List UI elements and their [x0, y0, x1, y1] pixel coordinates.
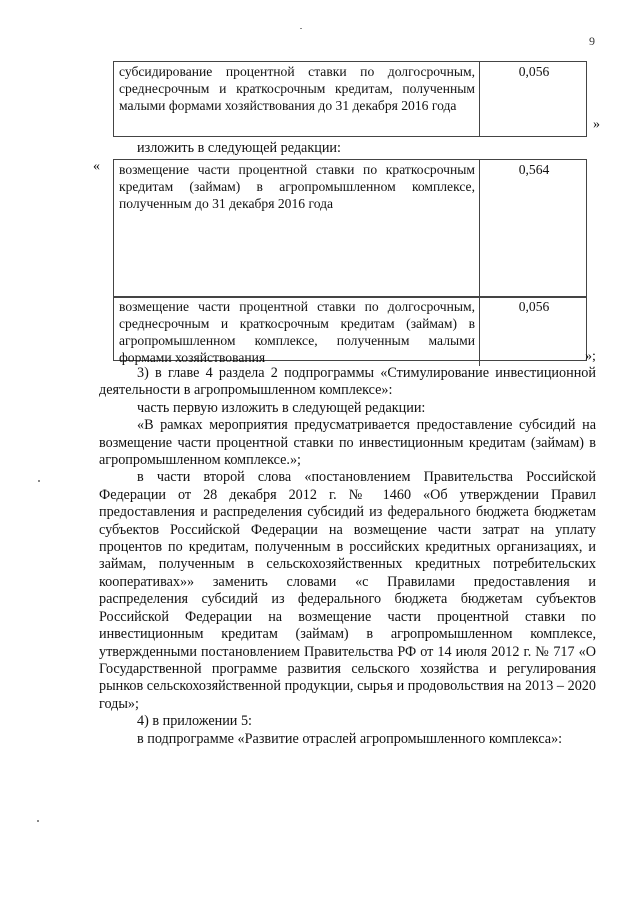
close-quote-1: »	[593, 117, 600, 132]
table-row-2	[113, 159, 587, 298]
table-row-1-value: 0,056	[518, 64, 550, 79]
paragraph-4: 4) в приложении 5:	[137, 713, 252, 730]
scan-speck	[38, 480, 40, 482]
table-row-2-description: возмещение части процентной ставки по краткосрочным кредитам (займам) в агропромышленном комплексе, полученным до 31 декабря 2016 года	[114, 160, 480, 297]
paragraph-part-one: часть первую изложить в следующей редакции:	[137, 399, 426, 416]
table-row-3-description: возмещение части процентной ставки по долгосрочным, среднесрочным и краткосрочным кредитам (займам) в агропромышленном комплексе, полученным малыми формами хозяйствования	[114, 297, 480, 366]
intro-text	[99, 140, 596, 157]
page-number: 9	[589, 34, 595, 48]
table-row-1	[113, 61, 587, 137]
paragraph-quote: «В рамках мероприятия предусматривается предоставление субсидий на возмещение части процентной ставки по инвестиционным кредитам (займам) в агропромышленном комплексе.»;	[99, 417, 596, 469]
scan-speck	[37, 820, 39, 822]
table-row-2-value: 0,564	[518, 162, 550, 177]
table-row-3-value: 0,056	[518, 299, 550, 314]
table-row-1-description: субсидирование процентной ставки по долгосрочным, среднесрочным и краткосрочным кредитам, полученным малыми формами хозяйствования до 31 декабря 2016 года	[114, 62, 480, 136]
paragraph-3: 3) в главе 4 раздела 2 подпрограммы «Стимулирование инвестиционной деятельности в агропромышленном комплексе»:	[99, 365, 596, 399]
open-quote: «	[93, 159, 100, 174]
paragraph-subprogram: в подпрограмме «Развитие отраслей агропромышленного комплекса»:	[137, 730, 563, 747]
body-text	[99, 365, 596, 748]
scan-speck	[300, 28, 302, 29]
close-quote-2: »;	[585, 349, 596, 364]
paragraph-part-two: в части второй слова «постановлением Правительства Российской Федерации от 28 декабря 2012 г. № 1460 «Об утверждении Правил предоставления и распределения субсидий из федерального бюджета бюджетам субъектов Российской Федерации на возмещение части затрат на уплату процентов по кредитам, полученным в российских кредитных организациях, и займам, полученным в сельскохозяйственных кредитных потребительских кооперативах»» заменить словами «с Правилами предоставления и распределения субсидий из федерального бюджета бюджетам субъектов Российской Федерации на возмещение части процентной ставки по инвестиционным кредитам (займам) в агропромышленном комплексе, утвержденными постановлением Правительства РФ от 14 июля 2012 г. № 717 «О Государственной программе развития сельского хозяйства и регулирования рынков сельскохозяйственной продукции, сырья и продовольствия на 2013 – 2020 годы»;	[99, 469, 596, 712]
intro-paragraph: изложить в следующей редакции:	[137, 140, 341, 156]
table-row-3	[113, 296, 587, 365]
